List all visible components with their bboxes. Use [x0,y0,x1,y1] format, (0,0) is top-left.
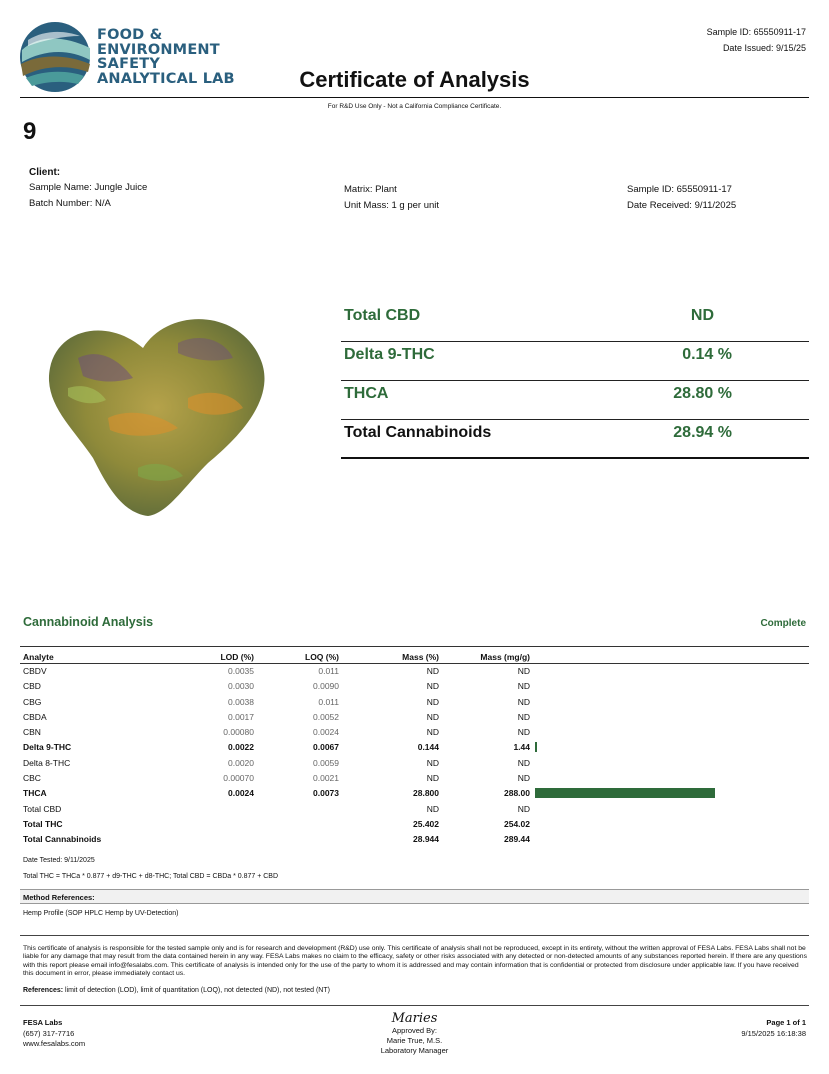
cell-lod: 0.0035 [228,666,254,676]
cell-mass-pct: ND [426,681,439,692]
page-number: Page 1 of 1 [766,1018,806,1027]
method-references-header [20,889,809,904]
approved-by: Approved By: [391,1026,438,1035]
cell-mass-pct: 28.944 [413,834,439,845]
lab-name-line: FOOD & [97,27,163,43]
report-timestamp: 9/15/2025 16:18:38 [741,1028,806,1038]
cell-analyte: THCA [23,788,47,799]
references [23,987,330,994]
cell-analyte: CBG [23,696,42,707]
cell-analyte: CBN [23,727,41,738]
cell-loq: 0.0090 [313,681,339,692]
summary-value: ND [690,307,714,324]
cell-loq: 0.0067 [313,742,339,753]
company-phone: (657) 317-7716 [23,1028,75,1038]
header-date-issued: Date Issued: 9/15/25 [722,43,806,53]
cell-mass-mg: 288.00 [504,788,530,799]
cell-mass-pct: ND [426,727,439,738]
cell-mass-mg: ND [517,757,530,768]
table-row [20,771,809,786]
summary-label: Total Cannabinoids [344,424,492,441]
cell-lod: 0.0022 [228,742,254,753]
disclaimer-text: This certificate of analysis is responsible for the tested sample only and is for research and development (R&D) use only. This certificate of analysis shall not be reproduced, except in its entirety, without the written approval of FESA Labs. FESA Labs shall not be liable for any damage that may result from the data contained herein in any way. FESA Labs makes no claim to the efficacy, safety or other risks associated with any detected or non-detected amounts of any substances reported herein. If there are any questions with this report please email info@fesalabs.com. This certificate of analysis is intended only for the use of the party to whom it is addressed and may contain information that is confidential or protected from disclosure under applicable law. If you have received this document in error, please immediately contact us. [23,945,807,978]
lab-name-line: ANALYTICAL LAB [97,70,235,87]
cell-analyte: CBDV [23,666,47,676]
table-row [20,802,809,817]
cell-mass-pct: ND [426,711,439,722]
table-row [20,725,809,740]
company-website: www.fesalabs.com [23,1039,86,1048]
summary-row-total-cannabinoids [341,420,809,459]
cell-lod: 0.00080 [223,727,254,738]
method-text: Hemp Profile (SOP HPLC Hemp by UV-Detection) [23,910,179,917]
approver-name: Marie True, M.S. [386,1036,443,1045]
cell-loq: 0.011 [318,696,339,707]
table-row [20,756,809,771]
matrix: Matrix: Plant [344,184,397,195]
date-received: Date Received: 9/11/2025 [627,200,737,211]
analysis-table [20,650,809,848]
cell-mass-mg: ND [517,711,530,722]
client-label: Client: [29,167,61,178]
header-mass-mg: Mass (mg/g) [480,652,530,662]
cell-mass-mg: ND [517,696,530,707]
cell-mass-mg: ND [517,773,530,784]
header-divider [20,97,809,98]
cell-mass-mg: ND [517,803,530,814]
summary-row-thca [341,381,809,420]
client-sample-id: Sample ID: 65550911-17 [627,184,732,195]
cell-mass-mg: 1.44 [513,742,530,753]
disclaimer-divider [20,935,809,936]
summary-value: 28.80 % [673,385,732,402]
summary-label: Total CBD [344,307,421,324]
rnd-notice: For R&D Use Only - Not a California Compliance Certificate. [327,103,502,110]
cell-lod: 0.0017 [228,711,254,722]
table-row [20,695,809,710]
mass-bar [535,788,715,798]
client-right-info [627,182,736,214]
cell-analyte: CBDA [23,711,47,722]
header-loq: LOQ (%) [305,652,339,662]
cell-mass-pct: 25.402 [413,818,439,829]
cell-mass-pct: ND [426,773,439,784]
cell-mass-pct: ND [426,757,439,768]
table-row [20,817,809,832]
cell-mass-mg: ND [517,727,530,738]
cell-loq: 0.0024 [313,727,339,738]
company-name: FESA Labs [23,1018,63,1027]
header-mass-pct: Mass (%) [402,652,439,662]
analysis-status: Complete [760,618,806,629]
table-row [20,740,809,755]
cell-mass-pct: ND [426,696,439,707]
footer-approval [0,1012,829,1056]
cell-analyte: Delta 8-THC [23,757,71,768]
header-sample-id: Sample ID: 65550911-17 [706,27,806,37]
summary-value: 0.14 % [682,346,732,363]
summary-value: 28.94 % [673,424,732,441]
cell-loq: 0.0059 [313,757,339,768]
cell-lod: 0.0030 [228,681,254,692]
cell-mass-pct: ND [426,803,439,814]
cell-loq: 0.0073 [313,788,339,799]
summary-row-total-cbd [341,303,809,342]
cell-mass-mg: 289.44 [504,834,530,845]
table-row [20,786,809,801]
header-lod: LOD (%) [220,652,254,662]
cell-loq: 0.0052 [313,711,339,722]
analysis-title: Cannabinoid Analysis [23,615,154,629]
cell-mass-mg: 254.02 [504,818,530,829]
method-label: Method References: [23,893,95,902]
summary-label: Delta 9-THC [344,346,435,363]
report-number: 9 [23,118,37,145]
table-row [20,679,809,694]
analysis-divider [20,646,809,647]
footer-divider [20,1005,809,1006]
client-left-info [29,180,147,212]
cell-mass-pct: ND [426,666,439,676]
lab-name-line: SAFETY [97,56,161,72]
lab-name-line: ENVIRONMENT [97,41,220,58]
client-mid-info [344,182,439,214]
cell-lod: 0.00070 [223,773,254,784]
cell-lod: 0.0038 [228,696,254,707]
potency-summary [341,303,809,459]
unit-mass: Unit Mass: 1 g per unit [344,200,440,211]
cell-analyte: Total Cannabinoids [23,834,102,845]
date-tested: Date Tested: 9/11/2025 [23,857,95,864]
approver-title: Laboratory Manager [380,1046,449,1055]
cell-loq: 0.011 [318,666,339,676]
page-title: Certificate of Analysis [299,67,530,92]
summary-row-delta9 [341,342,809,381]
table-row [20,710,809,725]
table-row [20,664,809,679]
cell-loq: 0.0021 [313,773,339,784]
cell-lod: 0.0020 [228,757,254,768]
sample-name: Sample Name: Jungle Juice [29,182,148,193]
signature: Maries [391,1011,438,1026]
total-formula: Total THC = THCa * 0.877 + d9-THC + d8-THC; Total CBD = CBDa * 0.877 + CBD [23,873,279,880]
batch-number: Batch Number: N/A [29,198,111,209]
cell-analyte: CBC [23,773,41,784]
cell-mass-mg: ND [517,666,530,676]
cell-analyte: Delta 9-THC [23,742,72,753]
summary-label: THCA [344,385,389,402]
cell-lod: 0.0024 [228,788,254,799]
header-analyte: Analyte [23,652,54,662]
cell-analyte: Total CBD [23,803,62,814]
cell-mass-pct: 0.144 [417,742,439,753]
references-label: References: [23,987,64,994]
footer-page-info [741,1018,806,1039]
mass-bar [535,742,537,752]
cell-analyte: CBD [23,681,41,692]
table-body [20,664,809,848]
cell-analyte: Total THC [23,818,63,829]
table-header [20,650,809,664]
table-row [20,832,809,847]
sample-photo [38,288,288,524]
references-text: limit of detection (LOD), limit of quantitation (LOQ), not detected (ND), not tested (NT) [65,987,330,994]
cell-mass-pct: 28.800 [413,788,439,799]
header-meta [707,24,806,56]
cell-mass-mg: ND [517,681,530,692]
